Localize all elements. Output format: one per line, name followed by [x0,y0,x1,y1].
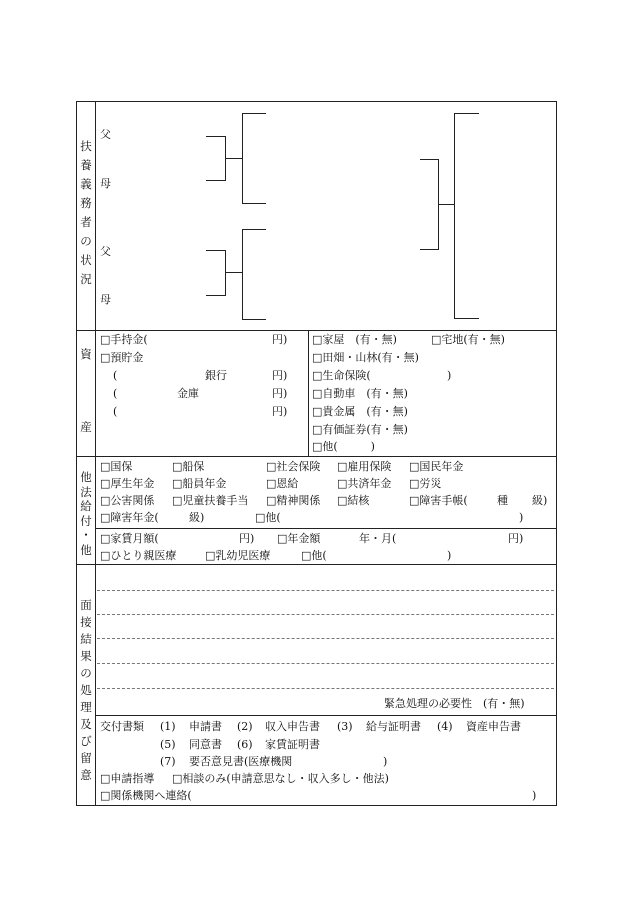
disability-card-grade: 級) [532,494,548,507]
mother-label-1: 母 [100,177,111,190]
mutual-pension-check: □共済年金 [337,477,392,490]
note-line-4 [97,663,554,664]
doc-5-name: 同意書 [189,738,222,751]
seaman-pension-check: □船員年金 [172,477,227,490]
life-insurance-field: □生命保険( [312,369,371,382]
section-label-shisan-bottom: 産 [80,420,92,434]
cash-unit: 円) [272,333,288,346]
divider-benefits-other [95,528,557,529]
child-allowance-check: □児童扶養手当 [172,494,249,507]
bank-open: ( [113,369,118,382]
doc-7-close: ) [383,755,388,768]
doc-3-num: (3) [337,720,353,733]
life-insurance-close: ) [447,369,452,382]
other-savings-open: ( [113,405,118,418]
savings-label: □預貯金 [100,351,144,364]
disability-pension-grade: 級) [189,511,205,524]
single-parent-medical-check: □ひとり親医療 [100,549,177,562]
divider-shisan-benefits [76,456,557,457]
employment-insurance-check: □雇用保険 [337,460,392,473]
section-label-benefits: 他 法 給 付 ・ 他 [80,470,92,557]
note-line-2 [97,614,554,615]
tuberculosis-check: □結核 [337,494,370,507]
contact-agency-check: □関係機関へ連絡( [100,789,192,802]
other-asset-field: □他( ) [312,440,375,453]
medical-other-close: ) [447,549,452,562]
frame-bottom [76,805,557,806]
mental-check: □精神関係 [266,494,321,507]
docs-label: 交付書類 [100,720,144,733]
doc-4-name: 資産申告書 [466,720,521,733]
note-line-5 [97,688,554,689]
field-forest-field: □田畑・山林(有・無) [312,351,419,364]
benefit-other-check: □他( [255,511,281,524]
land-field: □宅地(有・無) [431,333,505,346]
onkyu-check: □恩給 [266,477,299,490]
father-label-1: 父 [100,128,111,141]
doc-1-num: (1) [160,720,176,733]
assets-center-divider [308,330,309,456]
rent-unit: 円) [239,532,255,545]
medical-other-check: □他( [301,549,327,562]
doc-2-num: (2) [237,720,253,733]
contact-agency-close: ) [532,789,537,802]
father-label-2: 父 [100,245,111,258]
doc-6-num: (6) [237,738,253,751]
car-field: □自動車 (有・無) [312,387,408,400]
section-label-result: 面 接 結 果 の 処 理 及 び 留 意 [80,598,92,782]
pension-unit: 円) [508,532,524,545]
house-field: □家屋 (有・無) [312,333,397,346]
national-pension-check: □国民年金 [409,460,464,473]
senpo-check: □船保 [172,460,205,473]
rent-check: □家賃月額( [100,532,159,545]
doc-7-num: (7) [160,755,176,768]
doc-3-name: 給与証明書 [366,720,421,733]
guidance-check: □申請指導 [100,772,155,785]
bank-unit: 円) [272,369,288,382]
kokuho-check: □国保 [100,460,133,473]
doc-1-name: 申請書 [189,720,222,733]
securities-field: □有価証券(有・無) [312,423,408,436]
kinko-name: 金庫 [177,387,199,400]
divider-notes-docs [95,715,557,716]
rousai-check: □労災 [409,477,442,490]
infant-medical-check: □乳幼児医療 [205,549,271,562]
consult-only-check: □相談のみ(申請意思なし・収入多し・他法) [172,772,389,785]
frame-right [556,101,557,805]
kinko-open: ( [113,387,118,400]
doc-6-name: 家賃証明書 [265,738,320,751]
divider-benefits-result [76,564,557,565]
benefit-other-close: ) [519,511,524,524]
doc-4-num: (4) [437,720,453,733]
kinko-unit: 円) [272,387,288,400]
mother-label-2: 母 [100,293,111,306]
welfare-pension-check: □厚生年金 [100,477,155,490]
cash-label: □手持金( [100,333,148,346]
label-column-divider [95,101,96,805]
pension-period: 年・月( [359,532,397,545]
note-line-3 [97,638,554,639]
disability-card-check: □障害手帳( [409,494,468,507]
pension-check: □年金額 [277,532,321,545]
pollution-check: □公害関係 [100,494,155,507]
doc-2-name: 収入申告書 [265,720,320,733]
emergency-necessity: 緊急処理の必要性 (有・無) [384,697,525,710]
doc-7-name: 要否意見書(医療機関 [189,755,293,768]
social-insurance-check: □社会保険 [266,460,321,473]
precious-metal-field: □貴金属 (有・無) [312,405,408,418]
note-line-1 [97,590,554,591]
other-savings-unit: 円) [272,405,288,418]
disability-card-type: 種 [497,494,508,507]
divider-fuyo-shisan [76,330,557,331]
section-label-shisan-top: 資 [80,347,92,361]
doc-5-num: (5) [160,738,176,751]
frame-top [76,101,557,102]
disability-pension-check: □障害年金( [100,511,159,524]
bank-name: 銀行 [205,369,227,382]
section-label-fuyo: 扶 養 義 務 者 の 状 況 [80,139,92,286]
